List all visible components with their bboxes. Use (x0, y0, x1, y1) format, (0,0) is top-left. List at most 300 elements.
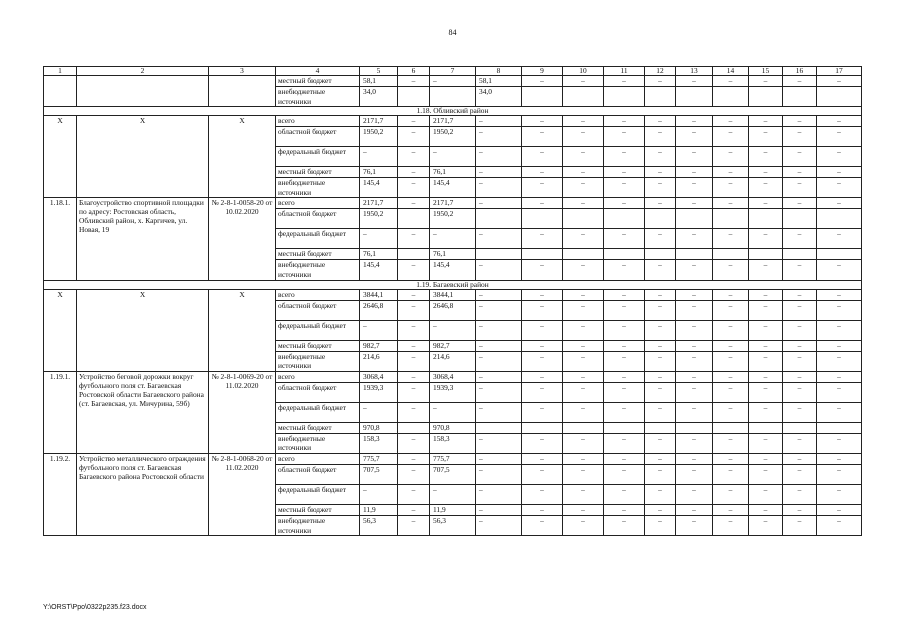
funding-source: областной бюджет (276, 300, 360, 320)
amount-cell: – (476, 289, 522, 300)
amount-cell: – (713, 371, 749, 382)
amount-cell: – (645, 402, 676, 422)
page-number: 84 (448, 28, 457, 37)
amount-cell: – (749, 371, 783, 382)
amount-cell: – (713, 116, 749, 127)
amount-cell (817, 422, 862, 433)
amount-cell: – (430, 402, 476, 422)
amount-cell: – (563, 382, 604, 402)
amount-cell: – (676, 300, 713, 320)
amount-cell: – (676, 260, 713, 280)
amount-cell (749, 209, 783, 229)
amount-cell: – (563, 484, 604, 504)
amount-cell: – (522, 351, 563, 371)
amount-cell: – (563, 402, 604, 422)
amount-cell (430, 87, 476, 107)
amount-cell (713, 249, 749, 260)
amount-cell (783, 422, 817, 433)
amount-cell: – (783, 178, 817, 198)
amount-cell: 158,3 (430, 433, 476, 453)
amount-cell: – (783, 453, 817, 464)
amount-cell: 11,9 (360, 504, 398, 515)
table-row (44, 116, 862, 127)
funding-source: местный бюджет (276, 76, 360, 87)
amount-cell: – (430, 484, 476, 504)
funding-source: федеральный бюджет (276, 147, 360, 167)
amount-cell: – (522, 402, 563, 422)
amount-cell (817, 209, 862, 229)
amount-cell: – (713, 127, 749, 147)
amount-cell: 214,6 (360, 351, 398, 371)
amount-cell: – (522, 320, 563, 340)
item-name: Устройство металлического ограждения футбольного поля ст. Багаевская Багаевского района Ростовской области (77, 453, 209, 535)
amount-cell: – (749, 76, 783, 87)
amount-cell: – (522, 198, 563, 209)
amount-cell: – (713, 76, 749, 87)
document-reference: № 2-8-1-0068-20 от 11.02.2020 (209, 453, 276, 535)
funding-source: внебюджетные источники (276, 260, 360, 280)
amount-cell: – (563, 320, 604, 340)
amount-cell (676, 87, 713, 107)
amount-cell: 982,7 (360, 340, 398, 351)
funding-source: областной бюджет (276, 209, 360, 229)
amount-cell: – (563, 504, 604, 515)
amount-cell: 3068,4 (360, 371, 398, 382)
amount-cell: – (398, 351, 430, 371)
amount-cell: – (783, 484, 817, 504)
item-name: Благоустройство спортивной площадки по адресу: Ростовская область, Обливский район, х. Каргичев, ул. Новая, 19 (77, 198, 209, 280)
amount-cell: – (398, 198, 430, 209)
funding-source: областной бюджет (276, 464, 360, 484)
funding-source: федеральный бюджет (276, 320, 360, 340)
amount-cell: – (563, 515, 604, 535)
amount-cell: – (563, 229, 604, 249)
column-number: 13 (676, 67, 713, 76)
amount-cell: – (360, 484, 398, 504)
amount-cell: – (817, 351, 862, 371)
amount-cell (645, 87, 676, 107)
amount-cell: – (522, 515, 563, 535)
amount-cell: – (817, 515, 862, 535)
amount-cell: – (645, 127, 676, 147)
amount-cell (563, 209, 604, 229)
document-reference: № 2-8-1-0069-20 от 11.02.2020 (209, 371, 276, 453)
amount-cell: 76,1 (360, 167, 398, 178)
funding-source: местный бюджет (276, 340, 360, 351)
amount-cell: – (398, 320, 430, 340)
section-title: 1.19. Багаевский район (44, 280, 862, 289)
amount-cell: 775,7 (360, 453, 398, 464)
amount-cell: 970,8 (360, 422, 398, 433)
amount-cell: – (713, 515, 749, 535)
amount-cell: 145,4 (360, 260, 398, 280)
amount-cell (749, 249, 783, 260)
amount-cell (563, 87, 604, 107)
amount-cell: – (522, 484, 563, 504)
amount-cell: – (522, 76, 563, 87)
amount-cell: – (563, 351, 604, 371)
amount-cell: – (604, 484, 645, 504)
amount-cell (604, 422, 645, 433)
amount-cell: – (476, 515, 522, 535)
amount-cell: – (398, 127, 430, 147)
amount-cell: 970,8 (430, 422, 476, 433)
amount-cell: – (563, 76, 604, 87)
empty-cell (77, 76, 209, 107)
amount-cell: 2646,8 (360, 300, 398, 320)
amount-cell: – (713, 229, 749, 249)
amount-cell: – (817, 371, 862, 382)
amount-cell: – (476, 260, 522, 280)
amount-cell: – (676, 167, 713, 178)
amount-cell (713, 209, 749, 229)
amount-cell: 775,7 (430, 453, 476, 464)
row-marker: Х (209, 116, 276, 198)
amount-cell: – (783, 433, 817, 453)
amount-cell: – (817, 433, 862, 453)
amount-cell: – (645, 464, 676, 484)
column-number: 5 (360, 67, 398, 76)
amount-cell: – (563, 178, 604, 198)
amount-cell: – (749, 484, 783, 504)
amount-cell: – (749, 260, 783, 280)
amount-cell: – (604, 198, 645, 209)
amount-cell: – (522, 147, 563, 167)
amount-cell (749, 87, 783, 107)
amount-cell: – (713, 167, 749, 178)
item-number: 1.19.2. (44, 453, 77, 535)
funding-source: всего (276, 198, 360, 209)
amount-cell: 2171,7 (430, 116, 476, 127)
amount-cell: – (783, 382, 817, 402)
amount-cell: – (676, 178, 713, 198)
file-path-footer: Y:\ORST\Ppo\0322p235.f23.docx (43, 604, 147, 611)
amount-cell: – (676, 76, 713, 87)
amount-cell: – (522, 340, 563, 351)
amount-cell: – (783, 464, 817, 484)
amount-cell: – (563, 453, 604, 464)
amount-cell: – (398, 402, 430, 422)
amount-cell: – (749, 320, 783, 340)
amount-cell: – (713, 433, 749, 453)
amount-cell (522, 209, 563, 229)
amount-cell: – (604, 351, 645, 371)
amount-cell: – (604, 371, 645, 382)
amount-cell: – (749, 289, 783, 300)
amount-cell: – (645, 371, 676, 382)
amount-cell: – (645, 515, 676, 535)
amount-cell (783, 87, 817, 107)
amount-cell (817, 87, 862, 107)
amount-cell: – (398, 340, 430, 351)
amount-cell (604, 209, 645, 229)
section-title-row (44, 280, 862, 289)
amount-cell: – (783, 147, 817, 167)
amount-cell: – (783, 402, 817, 422)
column-number: 15 (749, 67, 783, 76)
amount-cell: – (749, 198, 783, 209)
amount-cell: – (783, 289, 817, 300)
amount-cell: – (749, 116, 783, 127)
amount-cell (783, 209, 817, 229)
amount-cell: – (604, 453, 645, 464)
item-name: Устройство беговой дорожки вокруг футбольного поля ст. Багаевская Ростовской области Багаевского района (ст. Багаевская, ул. Мичурина, 59б) (77, 371, 209, 453)
amount-cell: – (676, 320, 713, 340)
amount-cell: – (476, 453, 522, 464)
amount-cell: – (676, 116, 713, 127)
amount-cell: 2171,7 (430, 198, 476, 209)
amount-cell: – (398, 147, 430, 167)
amount-cell: – (398, 484, 430, 504)
amount-cell: – (783, 351, 817, 371)
amount-cell: – (713, 402, 749, 422)
amount-cell: – (676, 289, 713, 300)
amount-cell: – (398, 515, 430, 535)
amount-cell: – (783, 320, 817, 340)
amount-cell: 707,5 (430, 464, 476, 484)
amount-cell: – (713, 289, 749, 300)
amount-cell: – (676, 229, 713, 249)
amount-cell: – (476, 147, 522, 167)
amount-cell (398, 87, 430, 107)
funding-source: федеральный бюджет (276, 229, 360, 249)
amount-cell: – (398, 260, 430, 280)
amount-cell: – (645, 300, 676, 320)
amount-cell: – (749, 167, 783, 178)
amount-cell: – (604, 178, 645, 198)
amount-cell: – (676, 464, 713, 484)
amount-cell (749, 422, 783, 433)
amount-cell: – (713, 178, 749, 198)
column-number: 8 (476, 67, 522, 76)
amount-cell: – (749, 382, 783, 402)
amount-cell (676, 422, 713, 433)
amount-cell: – (360, 229, 398, 249)
amount-cell: – (398, 382, 430, 402)
amount-cell: 1950,2 (430, 127, 476, 147)
amount-cell: – (645, 289, 676, 300)
amount-cell: – (645, 351, 676, 371)
amount-cell: – (604, 76, 645, 87)
amount-cell: – (749, 433, 783, 453)
amount-cell: – (398, 229, 430, 249)
amount-cell: – (645, 433, 676, 453)
amount-cell: – (783, 504, 817, 515)
amount-cell: – (398, 371, 430, 382)
amount-cell: – (604, 382, 645, 402)
amount-cell: – (476, 340, 522, 351)
amount-cell: – (604, 515, 645, 535)
budget-table (43, 66, 862, 536)
amount-cell: – (645, 76, 676, 87)
amount-cell: 1950,2 (360, 209, 398, 229)
amount-cell: – (783, 260, 817, 280)
amount-cell: – (817, 127, 862, 147)
amount-cell: – (430, 320, 476, 340)
amount-cell: – (604, 289, 645, 300)
amount-cell: – (783, 127, 817, 147)
amount-cell: 34,0 (360, 87, 398, 107)
amount-cell (398, 249, 430, 260)
amount-cell: – (713, 198, 749, 209)
amount-cell (522, 87, 563, 107)
amount-cell: – (645, 453, 676, 464)
amount-cell: – (563, 340, 604, 351)
amount-cell: – (604, 116, 645, 127)
amount-cell: – (360, 402, 398, 422)
amount-cell: 56,3 (430, 515, 476, 535)
amount-cell: – (645, 167, 676, 178)
funding-source: местный бюджет (276, 504, 360, 515)
amount-cell: – (713, 300, 749, 320)
row-marker: Х (44, 116, 77, 198)
amount-cell (398, 209, 430, 229)
amount-cell: 214,6 (430, 351, 476, 371)
amount-cell: – (676, 484, 713, 504)
amount-cell: – (783, 229, 817, 249)
column-number: 6 (398, 67, 430, 76)
amount-cell (645, 209, 676, 229)
amount-cell (783, 249, 817, 260)
amount-cell: – (645, 198, 676, 209)
amount-cell: – (360, 147, 398, 167)
table-row (44, 453, 862, 464)
amount-cell: – (676, 504, 713, 515)
amount-cell: 982,7 (430, 340, 476, 351)
amount-cell: 58,1 (360, 76, 398, 87)
amount-cell: – (604, 320, 645, 340)
amount-cell: – (817, 504, 862, 515)
amount-cell: – (522, 260, 563, 280)
amount-cell (563, 422, 604, 433)
amount-cell: – (783, 198, 817, 209)
table-row (44, 289, 862, 300)
amount-cell: – (817, 289, 862, 300)
amount-cell: – (749, 453, 783, 464)
amount-cell: – (817, 464, 862, 484)
amount-cell (676, 209, 713, 229)
amount-cell: 76,1 (430, 249, 476, 260)
document-reference: № 2-8-1-0058-20 от 10.02.2020 (209, 198, 276, 280)
amount-cell: – (817, 453, 862, 464)
column-number: 12 (645, 67, 676, 76)
funding-source: местный бюджет (276, 422, 360, 433)
header-row (44, 67, 862, 76)
funding-source: всего (276, 116, 360, 127)
column-number: 2 (77, 67, 209, 76)
empty-cell (44, 76, 77, 107)
amount-cell: – (522, 382, 563, 402)
funding-source: всего (276, 453, 360, 464)
amount-cell: 2646,8 (430, 300, 476, 320)
funding-source: всего (276, 289, 360, 300)
amount-cell: – (398, 116, 430, 127)
amount-cell: – (676, 351, 713, 371)
funding-source: федеральный бюджет (276, 402, 360, 422)
amount-cell: – (476, 198, 522, 209)
amount-cell: – (604, 504, 645, 515)
table-row (44, 198, 862, 209)
row-marker: Х (44, 289, 77, 371)
empty-cell (209, 76, 276, 107)
amount-cell: 76,1 (360, 249, 398, 260)
amount-cell: – (430, 76, 476, 87)
amount-cell: – (749, 300, 783, 320)
amount-cell: – (476, 402, 522, 422)
amount-cell: – (817, 178, 862, 198)
amount-cell: – (563, 289, 604, 300)
column-number: 14 (713, 67, 749, 76)
amount-cell: – (749, 340, 783, 351)
amount-cell: – (676, 147, 713, 167)
amount-cell: – (522, 167, 563, 178)
amount-cell: – (783, 76, 817, 87)
amount-cell: – (522, 127, 563, 147)
amount-cell: – (749, 127, 783, 147)
column-number: 3 (209, 67, 276, 76)
amount-cell: – (476, 351, 522, 371)
amount-cell: 58,1 (476, 76, 522, 87)
amount-cell: – (476, 127, 522, 147)
amount-cell: – (522, 453, 563, 464)
amount-cell: – (749, 229, 783, 249)
column-number: 7 (430, 67, 476, 76)
amount-cell: – (749, 504, 783, 515)
column-number: 11 (604, 67, 645, 76)
amount-cell: 145,4 (360, 178, 398, 198)
amount-cell: – (398, 433, 430, 453)
amount-cell: – (563, 116, 604, 127)
amount-cell: 158,3 (360, 433, 398, 453)
amount-cell: – (713, 340, 749, 351)
amount-cell: – (783, 371, 817, 382)
funding-source: областной бюджет (276, 382, 360, 402)
amount-cell: 707,5 (360, 464, 398, 484)
amount-cell: – (563, 198, 604, 209)
amount-cell (713, 422, 749, 433)
amount-cell (604, 249, 645, 260)
amount-cell: – (522, 116, 563, 127)
amount-cell: – (604, 340, 645, 351)
amount-cell (713, 87, 749, 107)
amount-cell: – (430, 229, 476, 249)
funding-source: внебюджетные источники (276, 433, 360, 453)
amount-cell: – (749, 402, 783, 422)
amount-cell: – (604, 464, 645, 484)
amount-cell (645, 422, 676, 433)
amount-cell: – (522, 289, 563, 300)
amount-cell: – (476, 300, 522, 320)
amount-cell (676, 249, 713, 260)
amount-cell: – (563, 464, 604, 484)
amount-cell: – (676, 453, 713, 464)
amount-cell: – (604, 402, 645, 422)
amount-cell: – (476, 371, 522, 382)
amount-cell: – (563, 147, 604, 167)
amount-cell: – (783, 515, 817, 535)
amount-cell (522, 422, 563, 433)
amount-cell: – (476, 229, 522, 249)
amount-cell: – (398, 167, 430, 178)
funding-source: всего (276, 371, 360, 382)
amount-cell: 1939,3 (360, 382, 398, 402)
amount-cell: – (398, 178, 430, 198)
amount-cell: – (522, 464, 563, 484)
amount-cell: – (713, 484, 749, 504)
budget-table-container (43, 66, 861, 536)
amount-cell: – (398, 453, 430, 464)
amount-cell: – (783, 340, 817, 351)
